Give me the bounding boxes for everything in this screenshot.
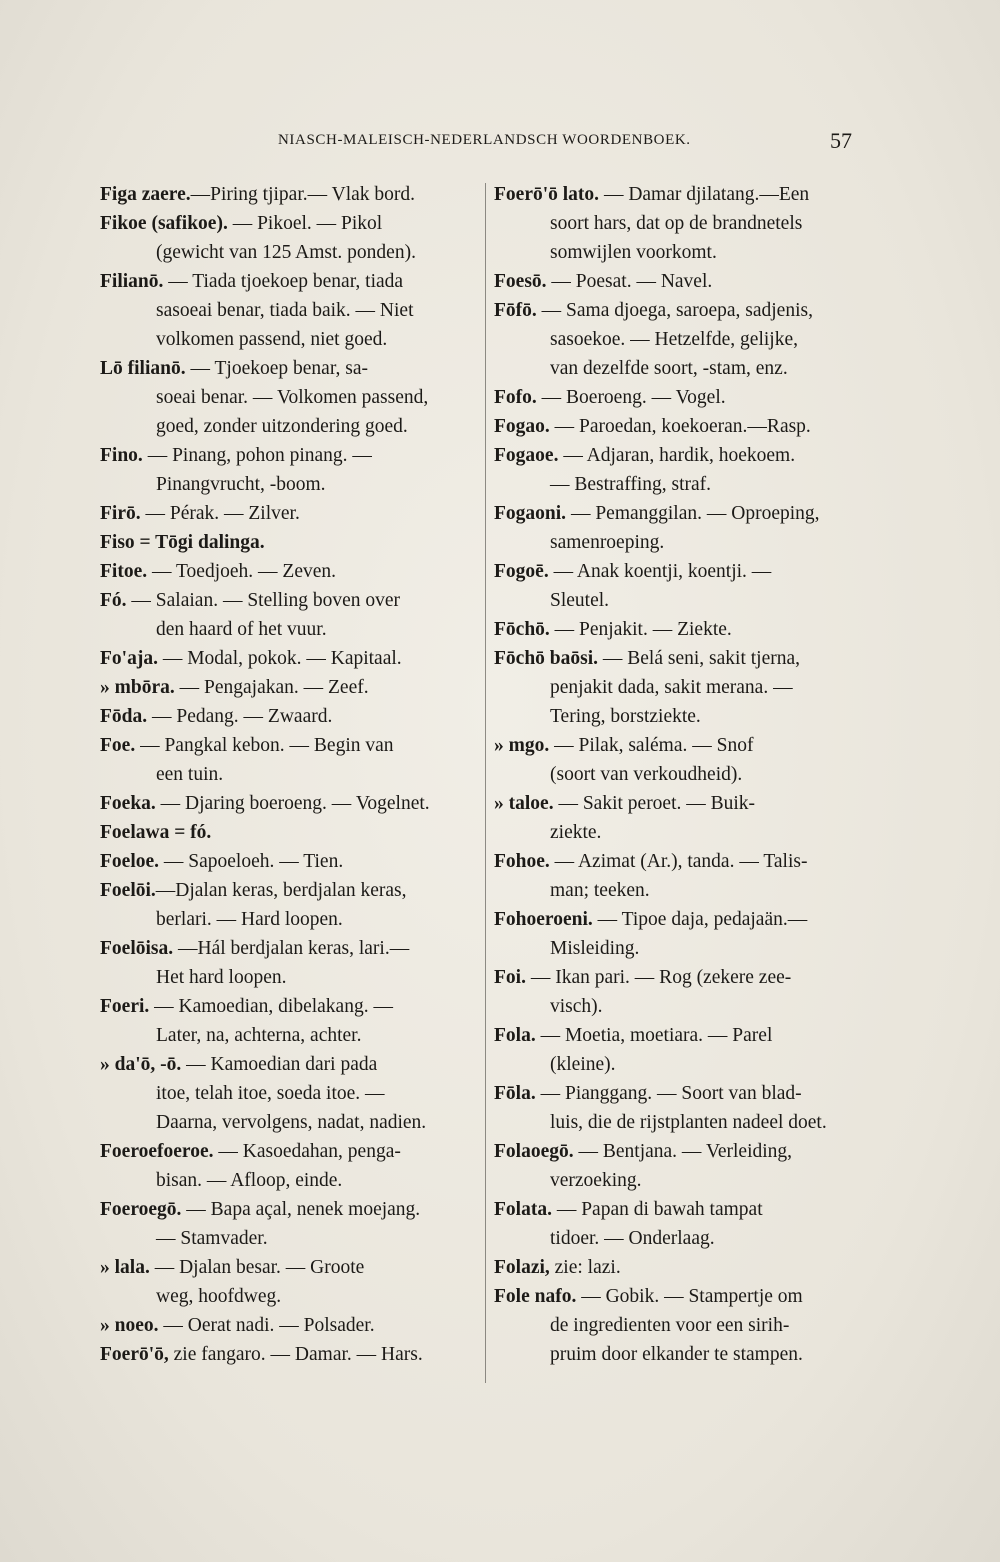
dictionary-entry [100,354,478,441]
definition-continuation: samenroeping. [550,532,665,553]
definition-text: — Anak koentji, koentji. — [548,561,772,582]
headword: Foelōisa. [100,938,174,959]
definition-continuation: visch). [550,996,603,1017]
definition-text: — Gobik. — Stampertje om [576,1286,803,1307]
definition-continuation: weg, hoofdweg. [156,1286,282,1307]
definition-continuation: (kleine). [550,1054,616,1075]
headword: Foeloe. [100,851,160,872]
dictionary-entry [100,702,478,731]
dictionary-entry [494,557,874,615]
dictionary-entry [100,1340,478,1369]
left-column [100,180,478,1369]
definition-text: — Pangkal kebon. — Begin van [135,735,394,756]
definition-continuation: soort hars, dat op de brandnetels [550,213,803,234]
definition-text: — Sama djoega, saroepa, sadjenis, [536,300,813,321]
headword: Foesō. [494,271,547,292]
dictionary-entry [100,818,478,847]
definition-text: — Kamoedian, dibelakang. — [149,996,393,1017]
headword: Folazi, [494,1257,550,1278]
definition-text: — Paroedan, koekoeran.—Rasp. [549,416,811,437]
dictionary-entry [100,528,478,557]
definition-text: — Moetia, moetiara. — Parel [535,1025,773,1046]
dictionary-entry [100,1195,478,1253]
dictionary-entry [100,441,478,499]
headword: Fōla. [494,1083,536,1104]
headword: Fōchō baōsi. [494,648,599,669]
definition-continuation: een tuin. [156,764,224,785]
definition-continuation: goed, zonder uitzondering goed. [156,416,408,437]
definition-text: — Sapoeloeh. — Tien. [159,851,344,872]
definition-continuation: Tering, borstziekte. [550,706,701,727]
dictionary-entry [494,383,874,412]
definition-text: — Papan di bawah tampat [551,1199,763,1220]
dictionary-entry [100,847,478,876]
dictionary-entry [100,1050,478,1137]
headword: Foe. [100,735,136,756]
dictionary-entry [100,731,478,789]
headword: Fogao. [494,416,550,437]
definition-continuation: Het hard loopen. [156,967,287,988]
definition-continuation: de ingredienten voor een sirih- [550,1315,790,1336]
definition-continuation: soeai benar. — Volkomen passend, [156,387,429,408]
definition-continuation: penjakit dada, sakit merana. — [550,677,793,698]
definition-continuation: — Stamvader. [156,1228,268,1249]
headword: Fitoe. [100,561,148,582]
headword: Fogoē. [494,561,549,582]
definition-text: — Djaring boeroeng. — Vogelnet. [155,793,430,814]
definition-continuation: man; teeken. [550,880,650,901]
headword: Foeroegō. [100,1199,182,1220]
definition-continuation: — Bestraffing, straf. [550,474,712,495]
definition-text: — Pilak, saléma. — Snof [549,735,754,756]
definition-text: — Salaian. — Stelling boven over [126,590,401,611]
dictionary-entry [100,789,478,818]
headword: Fohoeroeni. [494,909,593,930]
dictionary-entry [494,267,874,296]
headword: » noeo. [100,1315,159,1336]
dictionary-entry [494,644,874,731]
dictionary-entry [100,1311,478,1340]
headword: Folata. [494,1199,552,1220]
headword: Fó. [100,590,127,611]
definition-text: — Pérak. — Zilver. [140,503,300,524]
definition-text: — Kasoedahan, penga- [213,1141,401,1162]
dictionary-entry [494,441,874,499]
dictionary-entry [494,789,874,847]
definition-continuation: berlari. — Hard loopen. [156,909,343,930]
definition-text: —Hál berdjalan keras, lari.— [173,938,410,959]
dictionary-entry [100,673,478,702]
headword: Fōfō. [494,300,537,321]
dictionary-entry [494,905,874,963]
definition-continuation: Later, na, achterna, achter. [156,1025,362,1046]
dictionary-entry [494,1079,874,1137]
headword: » taloe. [494,793,554,814]
definition-text: — Belá seni, sakit tjerna, [598,648,801,669]
headword: Fofo. [494,387,537,408]
definition-text: — Kamoedian dari pada [181,1054,378,1075]
definition-continuation: itoe, telah itoe, soeda itoe. — [156,1083,385,1104]
definition-continuation: van dezelfde soort, -stam, enz. [550,358,788,379]
definition-text: — Penjakit. — Ziekte. [549,619,732,640]
definition-text: — Pedang. — Zwaard. [147,706,333,727]
headword: Foeka. [100,793,156,814]
definition-continuation: den haard of het vuur. [156,619,327,640]
headword: » lala. [100,1257,150,1278]
headword: Foerō'ō lato. [494,184,600,205]
definition-text: — Oerat nadi. — Polsader. [158,1315,375,1336]
definition-continuation: somwijlen voorkomt. [550,242,717,263]
dictionary-entry [100,209,478,267]
dictionary-entry [494,296,874,383]
definition-text: zie fangaro. — Damar. — Hars. [168,1344,423,1365]
dictionary-entry [494,615,874,644]
headword: Fogaoe. [494,445,559,466]
running-head [0,128,1000,156]
headword: Fole nafo. [494,1286,577,1307]
dictionary-entry [494,963,874,1021]
definition-text: — Poesat. — Navel. [546,271,713,292]
definition-continuation: ziekte. [550,822,602,843]
dictionary-entry [100,644,478,673]
headword: Foelōi. [100,880,156,901]
dictionary-entry [100,1137,478,1195]
definition-text: —Piring tjipar.— Vlak bord. [190,184,416,205]
definition-text: —Djalan keras, berdjalan keras, [155,880,407,901]
definition-text: — Pengajakan. — Zeef. [174,677,369,698]
definition-continuation: pruim door elkander te stampen. [550,1344,803,1365]
dictionary-entry [494,731,874,789]
headword: Foeri. [100,996,150,1017]
dictionary-entry [494,1253,874,1282]
headword: Foi. [494,967,526,988]
dictionary-entry [494,1195,874,1253]
dictionary-entry [494,1021,874,1079]
page-number: 57 [830,128,852,153]
definition-text: zie: lazi. [549,1257,621,1278]
headword: Fōda. [100,706,148,727]
headword: Folaoegō. [494,1141,574,1162]
dictionary-entry [494,1282,874,1369]
definition-text: — Ikan pari. — Rog (zekere zee- [525,967,792,988]
headword: Foeroefoeroe. [100,1141,214,1162]
dictionary-entry [100,499,478,528]
definition-text: — Azimat (Ar.), tanda. — Talis- [549,851,808,872]
definition-text: — Pikoel. — Pikol [227,213,383,234]
headword: » da'ō, -ō. [100,1054,182,1075]
running-title: NIASCH-MALEISCH-NEDERLANDSCH WOORDENBOEK. [278,132,691,148]
definition-continuation: sasoekoe. — Hetzelfde, gelijke, [550,329,798,350]
definition-text: — Modal, pokok. — Kapitaal. [157,648,402,669]
definition-text: — Tjoekoep benar, sa- [185,358,369,379]
definition-text: — Pemanggilan. — Oproeping, [566,503,820,524]
column-divider [485,183,486,1383]
dictionary-entry [100,180,478,209]
definition-continuation: verzoeking. [550,1170,642,1191]
definition-continuation: luis, die de rijstplanten nadeel doet. [550,1112,827,1133]
dictionary-entry [494,412,874,441]
right-column [494,180,874,1369]
definition-text: — Adjaran, hardik, hoekoem. [558,445,796,466]
dictionary-entry [100,586,478,644]
headword: Lō filianō. [100,358,186,379]
definition-text: — Djalan besar. — Groote [149,1257,365,1278]
dictionary-entry [100,557,478,586]
definition-text: — Bentjana. — Verleiding, [573,1141,793,1162]
headword: Firō. [100,503,141,524]
definition-text: — Pinang, pohon pinang. — [142,445,372,466]
definition-continuation: (soort van verkoudheid). [550,764,743,785]
headword: Fogaoni. [494,503,567,524]
headword: Fiso = Tōgi dalinga. [100,532,265,553]
headword: » mbōra. [100,677,175,698]
definition-text: — Damar djilatang.—Een [599,184,810,205]
definition-continuation: (gewicht van 125 Amst. ponden). [156,242,416,263]
definition-text: — Toedjoeh. — Zeven. [147,561,337,582]
headword: Fo'aja. [100,648,158,669]
headword: Fola. [494,1025,536,1046]
dictionary-entry [494,847,874,905]
headword: Figa zaere. [100,184,191,205]
headword: Foelawa = fó. [100,822,212,843]
definition-text: — Pianggang. — Soort van blad- [535,1083,802,1104]
dictionary-entry [494,180,874,267]
dictionary-entry [100,934,478,992]
dictionary-entry [100,876,478,934]
definition-text: — Boeroeng. — Vogel. [536,387,726,408]
dictionary-entry [494,499,874,557]
definition-text: — Bapa açal, nenek moejang. [181,1199,421,1220]
definition-continuation: tidoer. — Onderlaag. [550,1228,715,1249]
definition-text: — Sakit peroet. — Buik- [553,793,756,814]
definition-continuation: Sleutel. [550,590,610,611]
dictionary-entry [494,1137,874,1195]
definition-continuation: Misleiding. [550,938,640,959]
headword: » mgo. [494,735,550,756]
definition-continuation: sasoeai benar, tiada baik. — Niet [156,300,414,321]
headword: Filianō. [100,271,164,292]
definition-continuation: bisan. — Afloop, einde. [156,1170,343,1191]
headword: Fino. [100,445,143,466]
definition-text: — Tiada tjoekoep benar, tiada [163,271,404,292]
definition-continuation: Pinangvrucht, -boom. [156,474,326,495]
headword: Fohoe. [494,851,550,872]
headword: Fōchō. [494,619,550,640]
definition-text: — Tipoe daja, pedajaän.— [592,909,808,930]
dictionary-entry [100,267,478,354]
definition-continuation: Daarna, vervolgens, nadat, nadien. [156,1112,427,1133]
headword: Foerō'ō, [100,1344,169,1365]
dictionary-entry [100,992,478,1050]
definition-continuation: volkomen passend, niet goed. [156,329,388,350]
dictionary-entry [100,1253,478,1311]
headword: Fikoe (safikoe). [100,213,228,234]
